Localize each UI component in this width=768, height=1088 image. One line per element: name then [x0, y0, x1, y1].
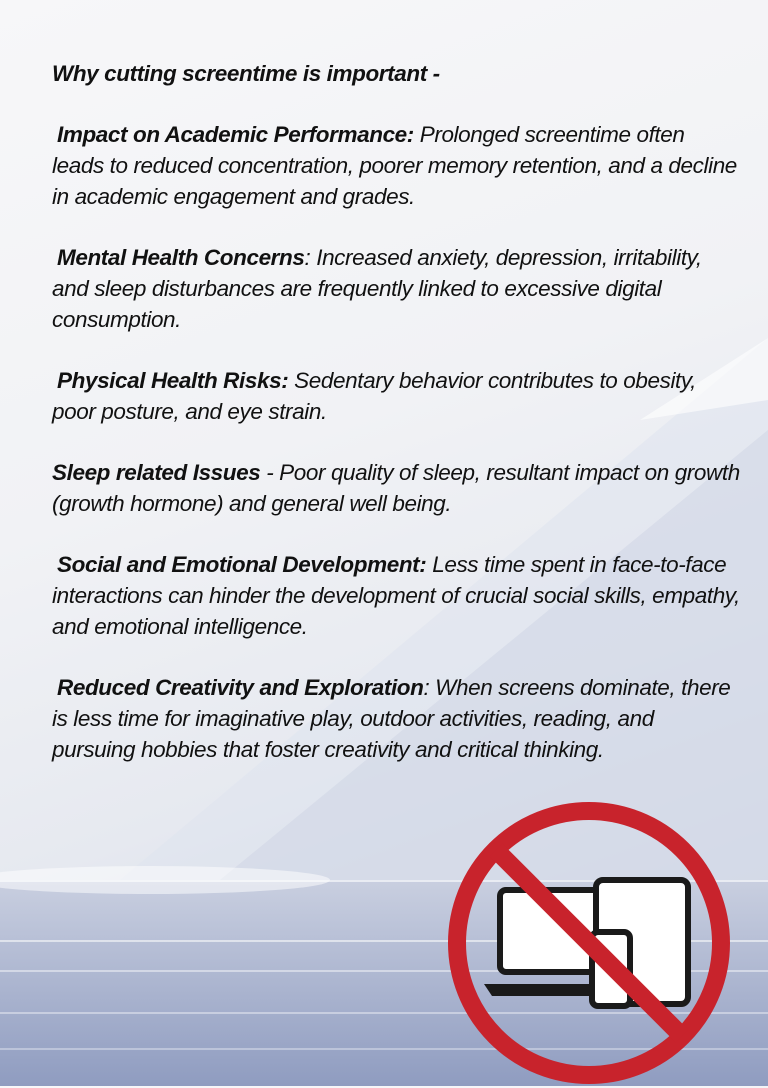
section-text: Less time spent in face-to-face interactions can hinder the development of crucial social skills, empathy, and emotional intelligence. [52, 552, 740, 639]
section-text: : When screens dominate, there is less time for imaginative play, outdoor activities, reading, and pursuing hobbies that foster creativity and critical thinking. [52, 675, 731, 762]
section-mental-health [52, 242, 742, 335]
section-label: Impact on Academic Performance: [57, 122, 414, 147]
article-body [52, 58, 742, 795]
section-text: - Poor quality of sleep, resultant impact on growth (growth hormone) and general well being. [52, 460, 740, 516]
section-creativity [52, 672, 742, 765]
section-label: Physical Health Risks: [57, 368, 289, 393]
section-physical-health [52, 365, 742, 427]
no-screens-icon [444, 798, 734, 1088]
section-sleep [52, 457, 742, 519]
section-text: Sedentary behavior contributes to obesity, poor posture, and eye strain. [52, 368, 696, 424]
section-social-emotional [52, 549, 742, 642]
section-label: Mental Health Concerns [57, 245, 305, 270]
section-text: : Increased anxiety, depression, irritability, and sleep disturbances are frequently linked to excessive digital consumption. [52, 245, 702, 332]
section-label: Reduced Creativity and Exploration [57, 675, 424, 700]
section-text: Prolonged screentime often leads to reduced concentration, poorer memory retention, and a decline in academic engagement and grades. [52, 122, 737, 209]
section-label: Social and Emotional Development: [57, 552, 427, 577]
section-academic [52, 119, 742, 212]
page-title: Why cutting screentime is important - [52, 61, 440, 86]
section-label: Sleep related Issues [52, 460, 261, 485]
